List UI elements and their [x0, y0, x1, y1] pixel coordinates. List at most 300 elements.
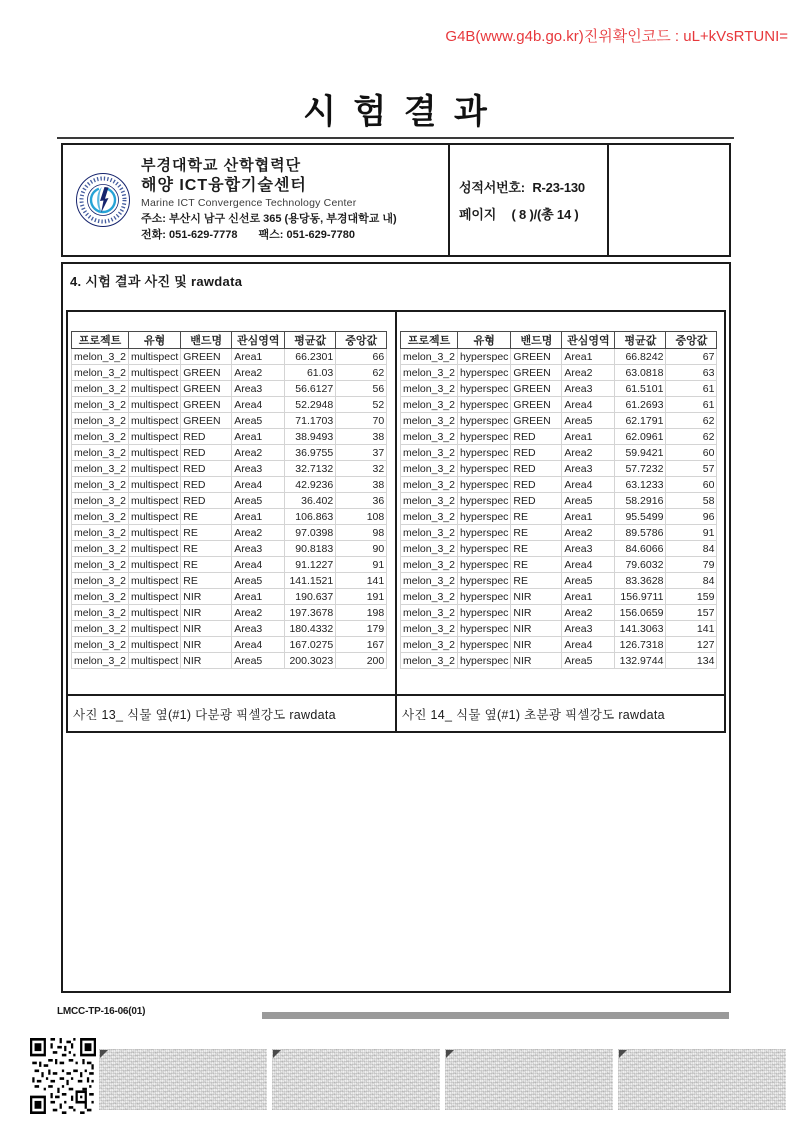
footer-gray-bar	[262, 1012, 729, 1019]
band-cell: GREEN	[181, 381, 232, 397]
report-number-value: R-23-130	[532, 180, 585, 195]
area-cell: Area5	[232, 493, 285, 509]
project-cell: melon_3_2	[401, 429, 458, 445]
mean-cell: 63.0818	[615, 365, 666, 381]
mean-cell: 132.9744	[615, 653, 666, 669]
band-cell: GREEN	[511, 365, 562, 381]
mean-cell: 58.2916	[615, 493, 666, 509]
org-name-kr-2: 해양 ICT융합기술센터	[141, 176, 307, 194]
median-cell: 61	[666, 381, 717, 397]
band-cell: RE	[181, 525, 232, 541]
report-header-box	[61, 143, 731, 257]
table-row	[401, 621, 717, 637]
median-cell: 60	[666, 477, 717, 493]
median-cell: 90	[336, 541, 387, 557]
mean-cell: 91.1227	[285, 557, 336, 573]
band-cell: GREEN	[181, 349, 232, 365]
mean-cell: 106.863	[285, 509, 336, 525]
mean-cell: 36.402	[285, 493, 336, 509]
mean-cell: 141.1521	[285, 573, 336, 589]
project-cell: melon_3_2	[72, 541, 129, 557]
column-header: 유형	[457, 332, 510, 349]
table-row	[401, 493, 717, 509]
band-cell: NIR	[511, 605, 562, 621]
band-cell: RED	[181, 461, 232, 477]
table-row	[72, 589, 387, 605]
column-header: 프로젝트	[72, 332, 129, 349]
rawdata-tables-box	[66, 310, 726, 733]
project-cell: melon_3_2	[401, 397, 458, 413]
band-cell: RE	[181, 557, 232, 573]
table-row	[72, 605, 387, 621]
table-row	[72, 461, 387, 477]
left-table-caption: 사진 13_ 식물 옆(#1) 다분광 픽셀강도 rawdata	[68, 694, 395, 731]
project-cell: melon_3_2	[72, 429, 129, 445]
table-row	[72, 493, 387, 509]
mean-cell: 66.2301	[285, 349, 336, 365]
table-row	[401, 509, 717, 525]
band-cell: NIR	[511, 637, 562, 653]
results-section-box	[61, 262, 731, 993]
band-cell: GREEN	[181, 413, 232, 429]
median-cell: 157	[666, 605, 717, 621]
project-cell: melon_3_2	[72, 397, 129, 413]
project-cell: melon_3_2	[72, 349, 129, 365]
header-empty-cell	[609, 145, 729, 255]
band-cell: NIR	[181, 605, 232, 621]
type-cell: hyperspec	[457, 509, 510, 525]
mean-cell: 61.03	[285, 365, 336, 381]
noise-barcode-strip	[272, 1049, 440, 1110]
mean-cell: 141.3063	[615, 621, 666, 637]
table-row	[72, 349, 387, 365]
table-row	[72, 413, 387, 429]
type-cell: multispect	[128, 509, 180, 525]
area-cell: Area2	[562, 365, 615, 381]
project-cell: melon_3_2	[72, 493, 129, 509]
type-cell: hyperspec	[457, 653, 510, 669]
table-row	[401, 397, 717, 413]
table-row	[401, 653, 717, 669]
mean-cell: 62.1791	[615, 413, 666, 429]
type-cell: hyperspec	[457, 621, 510, 637]
table-row	[401, 461, 717, 477]
band-cell: RE	[511, 573, 562, 589]
median-cell: 91	[666, 525, 717, 541]
type-cell: hyperspec	[457, 445, 510, 461]
org-info	[141, 157, 397, 243]
mean-cell: 63.1233	[615, 477, 666, 493]
median-cell: 167	[336, 637, 387, 653]
mean-cell: 84.6066	[615, 541, 666, 557]
table-row	[72, 557, 387, 573]
median-cell: 56	[336, 381, 387, 397]
mean-cell: 61.5101	[615, 381, 666, 397]
area-cell: Area5	[562, 493, 615, 509]
type-cell: multispect	[128, 637, 180, 653]
noise-barcode-strip	[618, 1049, 786, 1110]
type-cell: multispect	[128, 573, 180, 589]
mean-cell: 32.7132	[285, 461, 336, 477]
table-header-row	[401, 332, 717, 349]
type-cell: hyperspec	[457, 525, 510, 541]
table-row	[401, 413, 717, 429]
band-cell: RE	[511, 509, 562, 525]
type-cell: hyperspec	[457, 413, 510, 429]
project-cell: melon_3_2	[72, 589, 129, 605]
table-row	[401, 429, 717, 445]
band-cell: RE	[511, 557, 562, 573]
project-cell: melon_3_2	[401, 413, 458, 429]
project-cell: melon_3_2	[72, 509, 129, 525]
median-cell: 58	[666, 493, 717, 509]
mean-cell: 36.9755	[285, 445, 336, 461]
band-cell: GREEN	[181, 365, 232, 381]
project-cell: melon_3_2	[72, 413, 129, 429]
band-cell: NIR	[181, 653, 232, 669]
band-cell: RE	[181, 541, 232, 557]
document-form-code: LMCC-TP-16-06(01)	[57, 1006, 146, 1017]
table-row	[401, 445, 717, 461]
mean-cell: 61.2693	[615, 397, 666, 413]
type-cell: hyperspec	[457, 557, 510, 573]
project-cell: melon_3_2	[72, 621, 129, 637]
type-cell: hyperspec	[457, 637, 510, 653]
median-cell: 38	[336, 429, 387, 445]
band-cell: GREEN	[181, 397, 232, 413]
band-cell: GREEN	[511, 397, 562, 413]
project-cell: melon_3_2	[401, 493, 458, 509]
type-cell: hyperspec	[457, 349, 510, 365]
table-row	[72, 509, 387, 525]
type-cell: hyperspec	[457, 429, 510, 445]
area-cell: Area5	[562, 653, 615, 669]
type-cell: hyperspec	[457, 461, 510, 477]
mean-cell: 56.6127	[285, 381, 336, 397]
page-number-label: 페이지	[459, 207, 497, 222]
median-cell: 127	[666, 637, 717, 653]
org-fax: 팩스: 051-629-7780	[258, 228, 356, 241]
area-cell: Area2	[232, 525, 285, 541]
type-cell: hyperspec	[457, 493, 510, 509]
type-cell: multispect	[128, 397, 180, 413]
median-cell: 141	[666, 621, 717, 637]
mean-cell: 66.8242	[615, 349, 666, 365]
area-cell: Area1	[232, 589, 285, 605]
table-row	[72, 477, 387, 493]
area-cell: Area5	[562, 413, 615, 429]
mean-cell: 156.9711	[615, 589, 666, 605]
band-cell: NIR	[181, 637, 232, 653]
column-header: 관심영역	[562, 332, 615, 349]
table-row	[72, 541, 387, 557]
area-cell: Area5	[232, 413, 285, 429]
type-cell: multispect	[128, 493, 180, 509]
area-cell: Area4	[232, 637, 285, 653]
project-cell: melon_3_2	[72, 573, 129, 589]
table-row	[401, 605, 717, 621]
area-cell: Area5	[232, 653, 285, 669]
median-cell: 70	[336, 413, 387, 429]
verification-code: G4B(www.g4b.go.kr)진위확인코드 : uL+kVsRTUNI=	[445, 28, 788, 45]
column-header: 평균값	[615, 332, 666, 349]
band-cell: RED	[511, 445, 562, 461]
table-row	[72, 365, 387, 381]
table-row	[401, 573, 717, 589]
project-cell: melon_3_2	[401, 573, 458, 589]
median-cell: 36	[336, 493, 387, 509]
project-cell: melon_3_2	[401, 541, 458, 557]
median-cell: 84	[666, 541, 717, 557]
table-row	[72, 621, 387, 637]
type-cell: hyperspec	[457, 589, 510, 605]
area-cell: Area4	[562, 557, 615, 573]
table-row	[401, 381, 717, 397]
area-cell: Area2	[232, 365, 285, 381]
area-cell: Area5	[562, 573, 615, 589]
type-cell: multispect	[128, 477, 180, 493]
org-info-cell	[63, 145, 448, 255]
table-row	[401, 637, 717, 653]
median-cell: 66	[336, 349, 387, 365]
type-cell: multispect	[128, 445, 180, 461]
area-cell: Area2	[562, 525, 615, 541]
type-cell: hyperspec	[457, 381, 510, 397]
type-cell: hyperspec	[457, 365, 510, 381]
report-number-label: 성적서번호:	[459, 180, 525, 195]
org-phone: 전화: 051-629-7778	[141, 228, 238, 241]
band-cell: RED	[181, 493, 232, 509]
project-cell: melon_3_2	[72, 477, 129, 493]
area-cell: Area4	[562, 397, 615, 413]
band-cell: NIR	[181, 621, 232, 637]
median-cell: 38	[336, 477, 387, 493]
qr-code-icon	[30, 1038, 96, 1114]
page-number-value: ( 8 )/(총 14 )	[511, 207, 579, 222]
median-cell: 191	[336, 589, 387, 605]
project-cell: melon_3_2	[401, 653, 458, 669]
band-cell: NIR	[181, 589, 232, 605]
mean-cell: 167.0275	[285, 637, 336, 653]
median-cell: 84	[666, 573, 717, 589]
mean-cell: 52.2948	[285, 397, 336, 413]
type-cell: hyperspec	[457, 541, 510, 557]
page-title: 시 험 결 과	[303, 93, 491, 131]
mean-cell: 190.637	[285, 589, 336, 605]
report-number-line	[459, 177, 607, 196]
project-cell: melon_3_2	[401, 445, 458, 461]
org-name-en: Marine ICT Convergence Technology Center	[141, 197, 357, 210]
band-cell: RE	[511, 525, 562, 541]
area-cell: Area2	[232, 445, 285, 461]
median-cell: 159	[666, 589, 717, 605]
area-cell: Area5	[232, 573, 285, 589]
median-cell: 62	[666, 413, 717, 429]
area-cell: Area3	[232, 461, 285, 477]
type-cell: multispect	[128, 557, 180, 573]
mean-cell: 156.0659	[615, 605, 666, 621]
mean-cell: 180.4332	[285, 621, 336, 637]
median-cell: 62	[666, 429, 717, 445]
band-cell: RED	[511, 477, 562, 493]
type-cell: multispect	[128, 365, 180, 381]
mean-cell: 71.1703	[285, 413, 336, 429]
mean-cell: 57.7232	[615, 461, 666, 477]
type-cell: multispect	[128, 461, 180, 477]
band-cell: RED	[181, 429, 232, 445]
project-cell: melon_3_2	[72, 445, 129, 461]
area-cell: Area1	[562, 349, 615, 365]
column-header: 관심영역	[232, 332, 285, 349]
table-row	[72, 637, 387, 653]
band-cell: RE	[511, 541, 562, 557]
area-cell: Area1	[232, 349, 285, 365]
area-cell: Area2	[562, 445, 615, 461]
median-cell: 98	[336, 525, 387, 541]
table-row	[401, 525, 717, 541]
area-cell: Area3	[232, 381, 285, 397]
median-cell: 79	[666, 557, 717, 573]
area-cell: Area1	[562, 429, 615, 445]
type-cell: multispect	[128, 349, 180, 365]
median-cell: 179	[336, 621, 387, 637]
median-cell: 96	[666, 509, 717, 525]
title-divider	[57, 137, 734, 139]
band-cell: GREEN	[511, 349, 562, 365]
median-cell: 108	[336, 509, 387, 525]
project-cell: melon_3_2	[72, 637, 129, 653]
band-cell: GREEN	[511, 381, 562, 397]
project-cell: melon_3_2	[72, 605, 129, 621]
project-cell: melon_3_2	[72, 557, 129, 573]
area-cell: Area4	[232, 557, 285, 573]
project-cell: melon_3_2	[401, 557, 458, 573]
type-cell: hyperspec	[457, 573, 510, 589]
area-cell: Area4	[562, 637, 615, 653]
median-cell: 63	[666, 365, 717, 381]
median-cell: 141	[336, 573, 387, 589]
type-cell: multispect	[128, 653, 180, 669]
table-header-row	[72, 332, 387, 349]
band-cell: RED	[181, 477, 232, 493]
project-cell: melon_3_2	[401, 381, 458, 397]
area-cell: Area3	[562, 381, 615, 397]
median-cell: 198	[336, 605, 387, 621]
mean-cell: 90.8183	[285, 541, 336, 557]
project-cell: melon_3_2	[72, 461, 129, 477]
project-cell: melon_3_2	[401, 461, 458, 477]
hyperspectral-table-panel	[395, 312, 724, 731]
area-cell: Area4	[232, 397, 285, 413]
table-row	[401, 365, 717, 381]
median-cell: 91	[336, 557, 387, 573]
band-cell: RED	[511, 429, 562, 445]
project-cell: melon_3_2	[401, 365, 458, 381]
band-cell: RED	[181, 445, 232, 461]
report-meta-cell	[448, 145, 609, 255]
table-row	[72, 397, 387, 413]
band-cell: GREEN	[511, 413, 562, 429]
mean-cell: 62.0961	[615, 429, 666, 445]
mean-cell: 126.7318	[615, 637, 666, 653]
area-cell: Area3	[232, 541, 285, 557]
band-cell: RE	[181, 509, 232, 525]
column-header: 유형	[128, 332, 180, 349]
area-cell: Area3	[562, 541, 615, 557]
area-cell: Area2	[232, 605, 285, 621]
mean-cell: 79.6032	[615, 557, 666, 573]
area-cell: Area1	[232, 429, 285, 445]
median-cell: 61	[666, 397, 717, 413]
mean-cell: 42.9236	[285, 477, 336, 493]
median-cell: 60	[666, 445, 717, 461]
table-row	[72, 445, 387, 461]
median-cell: 200	[336, 653, 387, 669]
type-cell: multispect	[128, 381, 180, 397]
column-header: 중앙값	[666, 332, 717, 349]
column-header: 밴드명	[511, 332, 562, 349]
table-row	[72, 429, 387, 445]
org-contact	[141, 228, 397, 243]
mean-cell: 59.9421	[615, 445, 666, 461]
noise-barcode-strip	[99, 1049, 267, 1110]
area-cell: Area1	[232, 509, 285, 525]
type-cell: multispect	[128, 621, 180, 637]
column-header: 중앙값	[336, 332, 387, 349]
project-cell: melon_3_2	[401, 621, 458, 637]
project-cell: melon_3_2	[401, 349, 458, 365]
table-row	[72, 381, 387, 397]
mean-cell: 38.9493	[285, 429, 336, 445]
mean-cell: 97.0398	[285, 525, 336, 541]
band-cell: RED	[511, 493, 562, 509]
type-cell: multispect	[128, 525, 180, 541]
type-cell: multispect	[128, 589, 180, 605]
median-cell: 52	[336, 397, 387, 413]
table-row	[401, 349, 717, 365]
project-cell: melon_3_2	[401, 589, 458, 605]
band-cell: RED	[511, 461, 562, 477]
area-cell: Area4	[232, 477, 285, 493]
column-header: 밴드명	[181, 332, 232, 349]
university-logo-icon	[75, 171, 131, 229]
table-row	[401, 589, 717, 605]
noise-barcode-strip	[445, 1049, 613, 1110]
area-cell: Area3	[562, 461, 615, 477]
page-number-line	[459, 204, 607, 223]
mean-cell: 95.5499	[615, 509, 666, 525]
project-cell: melon_3_2	[72, 365, 129, 381]
band-cell: RE	[181, 573, 232, 589]
mean-cell: 89.5786	[615, 525, 666, 541]
column-header: 평균값	[285, 332, 336, 349]
project-cell: melon_3_2	[401, 509, 458, 525]
column-header: 프로젝트	[401, 332, 458, 349]
area-cell: Area3	[232, 621, 285, 637]
project-cell: melon_3_2	[401, 637, 458, 653]
area-cell: Area1	[562, 509, 615, 525]
right-table-caption: 사진 14_ 식물 옆(#1) 초분광 픽셀강도 rawdata	[397, 694, 724, 731]
project-cell: melon_3_2	[401, 477, 458, 493]
area-cell: Area3	[562, 621, 615, 637]
median-cell: 57	[666, 461, 717, 477]
type-cell: hyperspec	[457, 605, 510, 621]
median-cell: 134	[666, 653, 717, 669]
band-cell: NIR	[511, 621, 562, 637]
median-cell: 67	[666, 349, 717, 365]
mean-cell: 83.3628	[615, 573, 666, 589]
org-address: 주소: 부산시 남구 신선로 365 (용당동, 부경대학교 내)	[141, 213, 397, 226]
